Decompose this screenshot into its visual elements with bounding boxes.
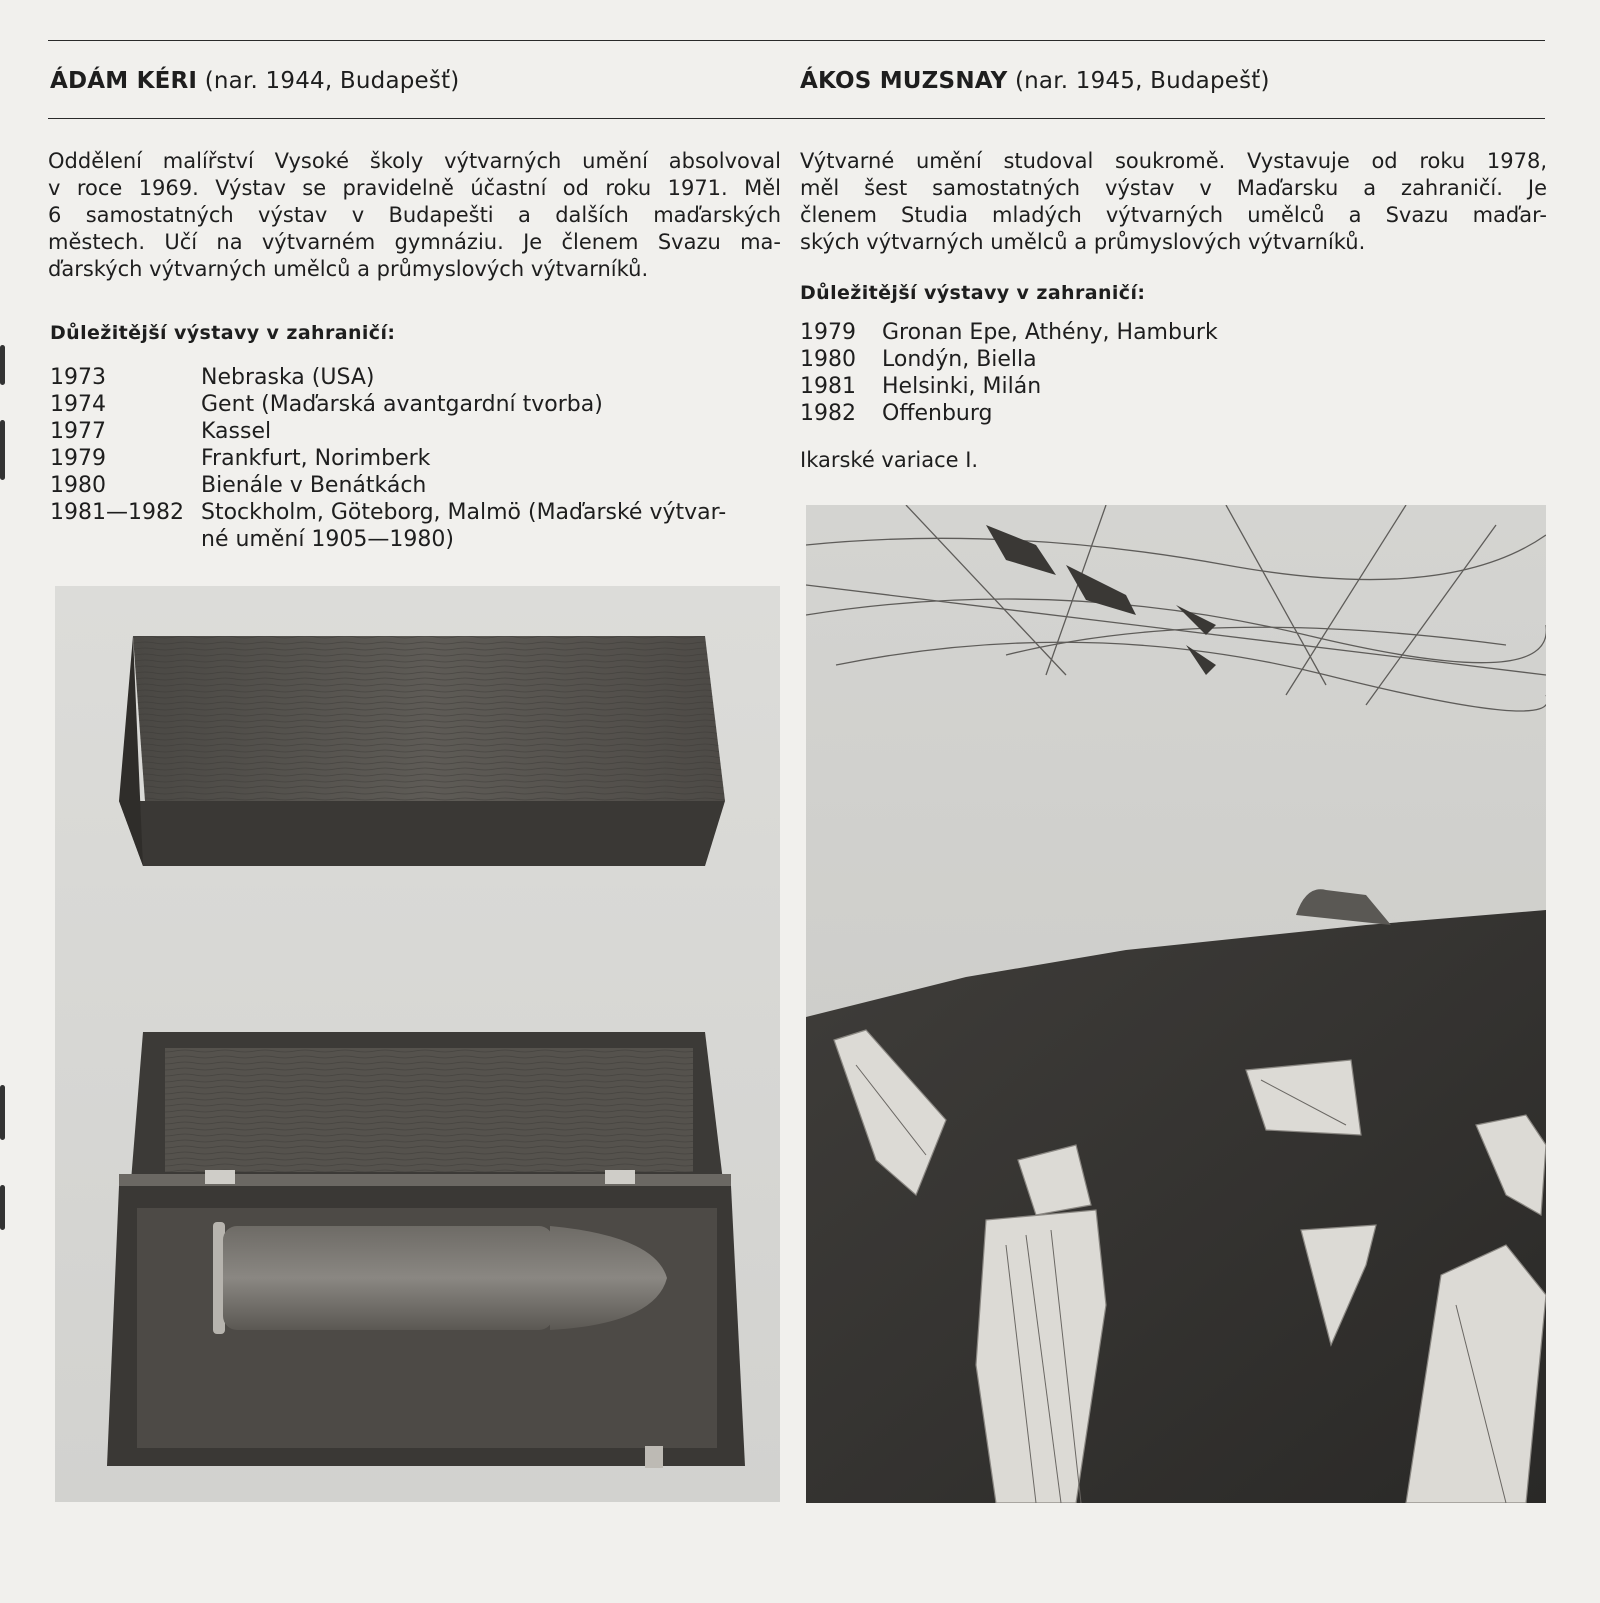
right-bio [800, 148, 1547, 256]
left-bio-line: Oddělení malířství Vysoké školy výtvarných umění absolvoval [48, 149, 781, 173]
exhibition-place [201, 499, 726, 553]
list-item [50, 445, 785, 472]
heading-rule [48, 118, 1545, 119]
binding-mark [0, 420, 5, 480]
left-artist-heading [50, 68, 459, 94]
left-artist-birth: (nar. 1944, Budapešť) [204, 68, 460, 94]
left-bio [48, 148, 781, 283]
exhibition-place: Offenburg [882, 401, 993, 426]
right-bio-line: ských výtvarných umělců a průmyslových výtvarníků. [800, 230, 1366, 254]
exhibition-year: 1979 [800, 320, 856, 345]
right-bio-line: Výtvarné umění studoval soukromě. Vystavuje od roku 1978, [800, 149, 1547, 173]
wooden-box-illustration [55, 586, 780, 1502]
right-exhibitions-heading: Důležitější výstavy v zahraničí: [800, 282, 1146, 304]
list-item [50, 499, 785, 553]
binding-mark [0, 1085, 5, 1140]
list-item [50, 418, 785, 445]
exhibition-year: 1973 [50, 365, 106, 390]
exhibition-year: 1981—1982 [50, 500, 184, 525]
list-item [800, 400, 1300, 427]
exhibition-year: 1982 [800, 401, 856, 426]
exhibition-place: Kassel [201, 419, 272, 444]
binding-mark [0, 1185, 5, 1230]
right-artist-heading [800, 68, 1270, 94]
list-item [50, 472, 785, 499]
right-artist-birth: (nar. 1945, Budapešť) [1014, 68, 1270, 94]
exhibition-year: 1979 [50, 446, 106, 471]
exhibition-place: Londýn, Biella [882, 347, 1037, 372]
exhibition-place: Gronan Epe, Athény, Hamburk [882, 320, 1218, 345]
exhibition-year: 1980 [800, 347, 856, 372]
photo-ikarske-variace-artwork [806, 505, 1546, 1503]
list-item [800, 373, 1300, 400]
left-exhibitions-heading: Důležitější výstavy v zahraničí: [50, 322, 396, 344]
ikarske-variace-illustration [806, 505, 1546, 1503]
exhibition-place: Gent (Maďarská avantgardní tvorba) [201, 392, 603, 417]
right-bio-line: členem Studia mladých výtvarných umělců a Svazu maďar- [800, 203, 1547, 227]
exhibition-place: Frankfurt, Norimberk [201, 446, 431, 471]
right-artist-name: ÁKOS MUZSNAY [800, 68, 1008, 94]
left-bio-line: 6 samostatných výstav v Budapešti a dalších maďarských [48, 203, 781, 227]
left-bio-line: v roce 1969. Výstav se pravidelně účastní od roku 1971. Měl [48, 176, 781, 200]
left-exhibitions-list [50, 364, 785, 553]
exhibition-place: Bienále v Benátkách [201, 473, 427, 498]
list-item [800, 319, 1300, 346]
exhibition-year: 1981 [800, 374, 856, 399]
list-item [50, 391, 785, 418]
exhibition-place-line: Stockholm, Göteborg, Malmö (Maďarské výtvar- [201, 500, 727, 525]
exhibition-place: Helsinki, Milán [882, 374, 1042, 399]
left-bio-line: ďarských výtvarných umělců a průmyslových výtvarníků. [48, 257, 649, 281]
left-artist-name: ÁDÁM KÉRI [50, 68, 198, 94]
exhibition-year: 1974 [50, 392, 106, 417]
right-exhibitions-list [800, 319, 1300, 427]
exhibition-place-line: né umění 1905—1980) [201, 527, 454, 552]
list-item [50, 364, 785, 391]
binding-mark [0, 345, 5, 385]
artwork-caption: Ikarské variace I. [800, 448, 979, 472]
exhibition-place: Nebraska (USA) [201, 365, 375, 390]
list-item [800, 346, 1300, 373]
photo-wooden-box-artwork [55, 586, 780, 1502]
left-bio-line: městech. Učí na výtvarném gymnáziu. Je členem Svazu ma- [48, 230, 781, 254]
exhibition-year: 1980 [50, 473, 106, 498]
exhibition-year: 1977 [50, 419, 106, 444]
top-rule [48, 40, 1545, 41]
right-bio-line: měl šest samostatných výstav v Maďarsku a zahraničí. Je [800, 176, 1547, 200]
